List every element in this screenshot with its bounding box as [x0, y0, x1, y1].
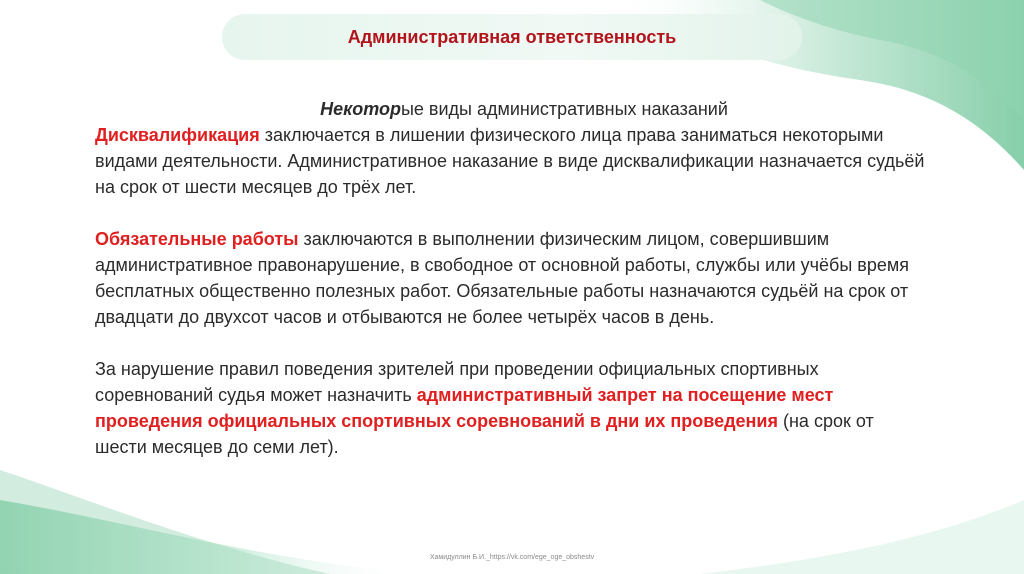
paragraph-1-text: заключается в лишении физического лица права заниматься некоторыми видами деятельности. Административное наказание в виде дисквалификации назначается судьёй на срок от шести месяцев до трёх лет. — [95, 125, 925, 197]
subtitle-text: е виды административных наказаний — [413, 99, 728, 119]
term-disqualification: Дисквалификация — [95, 125, 260, 145]
term-mandatory-work: Обязательные работы — [95, 229, 299, 249]
paragraph-2-text: заключаются в выполнении физическим лицом, совершившим административное правонарушение, в свободное от основной работы, службы или учёбы время бесплатных общественно полезных работ. Обязательные работы назначаются судьёй на срок от двадцати до двухсот часов и отбываются не более четырёх часов в день. — [95, 229, 909, 327]
term-attendance-ban: административный запрет на посещение мест проведения официальных спортивных соревнований в дни их проведения — [95, 385, 834, 431]
subtitle-emphasis-2: ы — [400, 99, 414, 119]
slide-subtitle — [95, 96, 925, 122]
slide-title: Административная ответственность — [347, 26, 677, 47]
paragraph-ban — [95, 356, 925, 460]
paragraph-disqualification — [95, 122, 925, 200]
subtitle-emphasis: Некотор — [320, 99, 401, 119]
paragraph-mandatory-work — [95, 226, 925, 330]
paragraph-3-text-before: За нарушение правил поведения зрителей при проведении официальных спортивных соревнований судья может назначить — [95, 359, 819, 405]
footer-credit: Хамидуллин Б.И._https://vk.com/ege_oge_obshestv — [429, 554, 595, 561]
paragraph-3-text-after: (на срок от шести месяцев до семи лет). — [95, 411, 874, 457]
slide-content — [95, 96, 925, 460]
title-bar — [222, 14, 802, 60]
